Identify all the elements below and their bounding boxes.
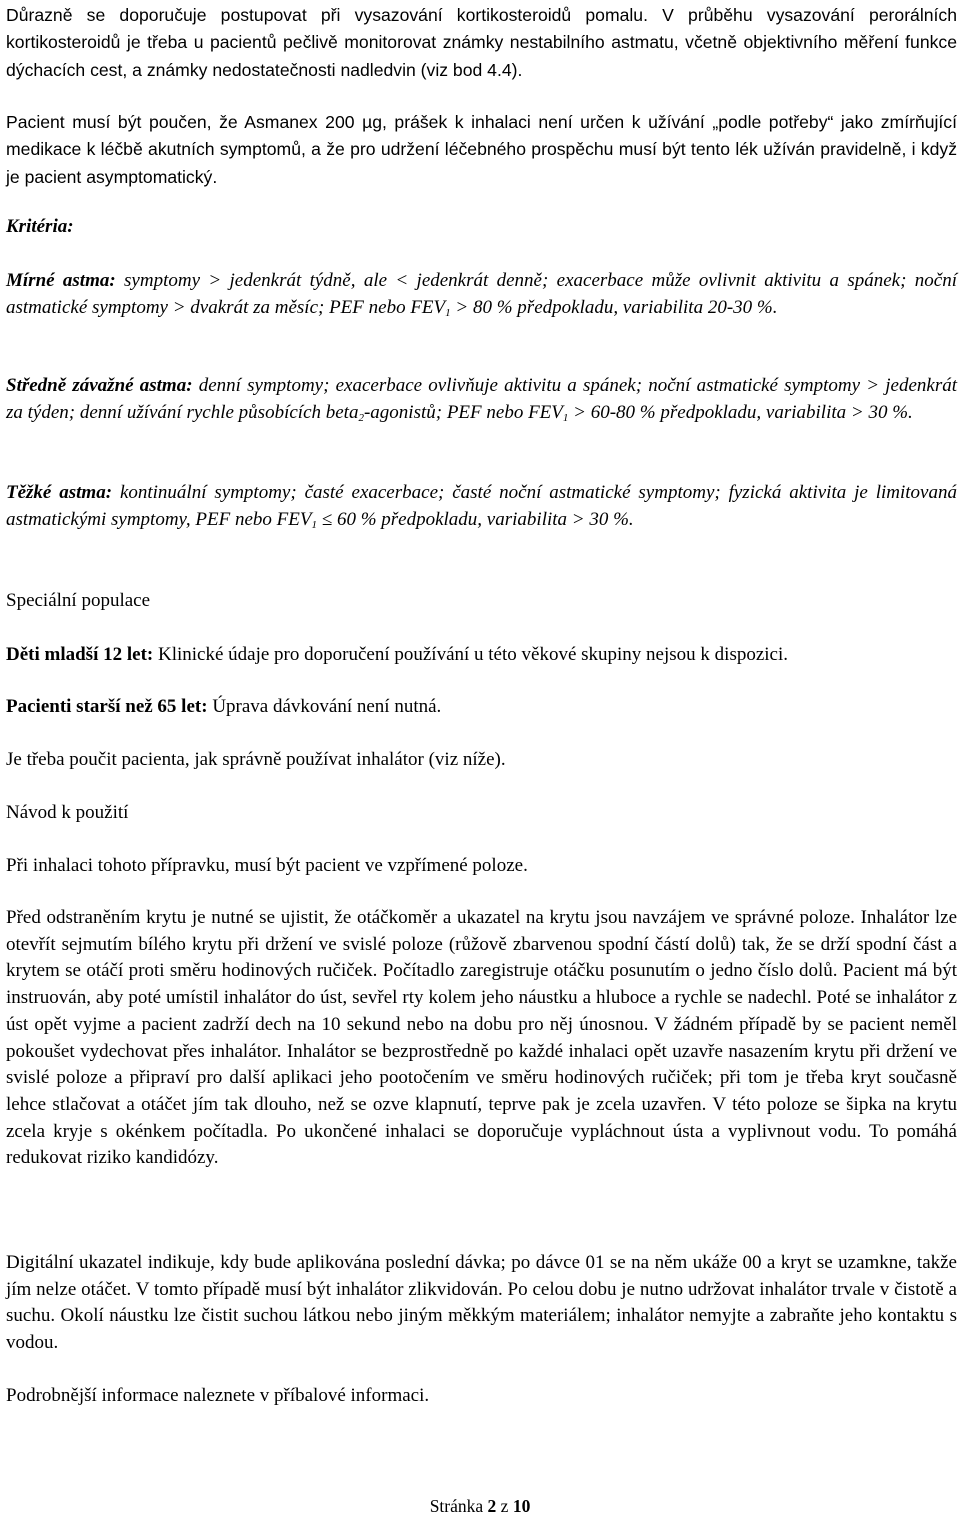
mild-text-end: > 80 % předpokladu, variabilita 20-30 %.: [450, 296, 778, 318]
children-label: Děti mladší 12 let:: [6, 644, 154, 665]
footer-page-number: 2: [487, 1496, 497, 1516]
usage-heading: Návod k použití: [6, 802, 129, 823]
criteria-mild: [6, 268, 957, 321]
mild-sub: 1: [445, 306, 451, 319]
more-info-paragraph: Podrobnější informace naleznete v příbalové informaci.: [6, 1385, 430, 1406]
moderate-sub-beta: 2: [358, 411, 364, 424]
criteria-severe: [6, 480, 957, 533]
paragraph-corticosteroid-withdrawal: Důrazně se doporučuje postupovat při vysazování kortikosteroidů pomalu. V průběhu vysazování perorálních kortikosteroidů je třeba u pacientů pečlivě monitorovat známky nestabilního astmatu, včetně objektivního měření funkce dýchacích cest, a známky nedostatečnosti nadledvin (viz bod 4.4).: [6, 5, 957, 80]
criteria-heading: Kritéria:: [6, 216, 74, 237]
moderate-text-end: > 60-80 % předpokladu, variabilita > 30 %.: [568, 401, 913, 423]
usage-steps-paragraph: Před odstraněním krytu je nutné se ujistit, že otáčkoměr a ukazatel na krytu jsou navzájem ve správné poloze. Inhalátor lze otevřít sejmutím bílého krytu při držení ve svislé poloze (růžově zbarvenou spodní částí dolů) tak, že se drží spodní část a krytem se otáčí proti směru hodinových ručiček. Počítadlo zaregistruje otáčku posunutím o jedno číslo dolů. Pacient má být instruován, aby poté umístil inhalátor do úst, sevřel rty kolem jeho náustku a hluboce a rychle se nadechl. Poté se inhalátor z úst opět vyjme a pacient zadrží dech na 10 sekund nebo na dobu pro něj únosnou. V žádném případě by se pacient neměl pokoušet vydechovat přes inhalátor. Inhalátor se bezprostředně po každé inhalaci opět uzavře nasazením krytu při držení ve svislé poloze a připraví pro další aplikaci jeho pootočením ve směru hodinových ručiček; při tom je třeba kryt současně lehce stlačovat a otáčet jím tak dlouho, než se ozve klapnutí, teprve pak je zcela uzavřen. V této poloze se šipka na krytu zcela kryje s okénkem počítadla. Po ukončené inhalaci se doporučuje vypláchnout ústa a vyplivnout vodu. To pomáhá redukovat riziko kandidózy.: [6, 907, 957, 1169]
special-population-heading: Speciální populace: [6, 590, 151, 611]
criteria-moderate: [6, 373, 957, 426]
footer-of-word: z: [500, 1496, 509, 1516]
footer-page-word: Stránka: [429, 1496, 484, 1516]
severe-text-end: ≤ 60 % předpokladu, variabilita > 30 %.: [317, 508, 634, 530]
paragraph-patient-instruction: Pacient musí být poučen, že Asmanex 200 µg, prášek k inhalaci není určen k užívání „podle potřeby“ jako zmírňující medikace k léčbě akutních symptomů, a že pro udržení léčebného prospěchu musí být tento lék užíván pravidelně, i když je pacient asymptomatický.: [6, 112, 957, 187]
severe-text: kontinuální symptomy; časté exacerbace; časté noční astmatické symptomy; fyzická aktivita je limitovaná astmatickými symptomy, PEF nebo FEV: [6, 482, 957, 530]
moderate-label: Středně závažné astma:: [6, 375, 193, 396]
moderate-text: denní symptomy; exacerbace ovlivňuje aktivitu a spánek; noční astmatické symptomy > jedenkrát za týden; denní užívání rychle působících beta: [6, 375, 957, 423]
children-text: Klinické údaje pro doporučení používání u této věkové skupiny nejsou k dispozici.: [153, 644, 789, 665]
usage-upright-paragraph: Při inhalaci tohoto přípravku, musí být pacient ve vzpřímené poloze.: [6, 855, 528, 876]
mild-label: Mírné astma:: [6, 270, 116, 291]
elderly-label: Pacienti starší než 65 let:: [6, 696, 208, 717]
elderly-text: Úprava dávkování není nutná.: [207, 696, 442, 717]
severe-label: Těžké astma:: [6, 482, 113, 503]
severe-sub: 1: [311, 518, 318, 531]
footer-total-pages: 10: [512, 1496, 531, 1516]
digital-counter-paragraph: Digitální ukazatel indikuje, kdy bude aplikována poslední dávka; po dávce 01 se na něm ukáže 00 a kryt se uzamkne, takže jím nelze otáčet. V tomto případě musí být inhalátor zlikvidován. Po celou dobu je nutno udržovat inhalátor trvale v čistotě a suchu. Okolí náustku lze čistit suchou látkou nebo jiným měkkým materiálem; inhalátor nemyjte a zabraňte jeho kontaktu s vodou.: [6, 1252, 957, 1354]
elderly-paragraph: [6, 694, 957, 721]
children-paragraph: [6, 642, 957, 669]
mild-text: symptomy > jedenkrát týdně, ale < jedenkrát denně; exacerbace může ovlivnit aktivitu a spánek; noční astmatické symptomy > dvakrát za měsíc; PEF nebo FEV: [6, 270, 957, 318]
page-footer: [0, 1495, 960, 1517]
instruction-paragraph: Je třeba poučit pacienta, jak správně používat inhalátor (viz níže).: [6, 749, 506, 770]
moderate-text-mid: -agonistů; PEF nebo FEV: [363, 401, 563, 423]
moderate-sub-fev: 1: [562, 411, 569, 424]
